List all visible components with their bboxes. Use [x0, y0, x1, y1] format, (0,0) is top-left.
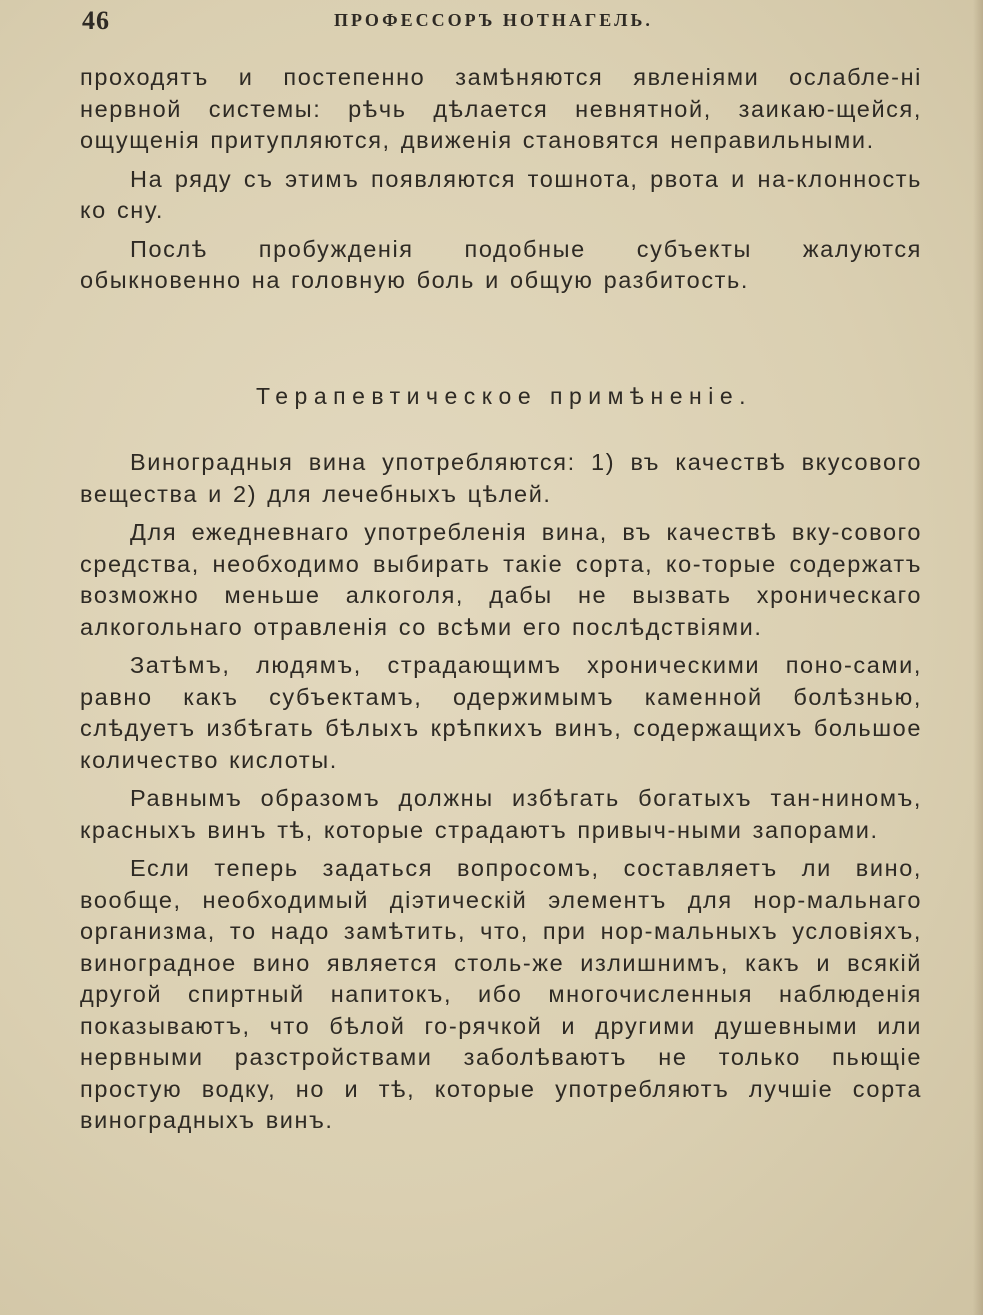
page-number: 46 [82, 6, 110, 35]
paragraph: Равнымъ образомъ должны избѣгать богатыхъ тан-ниномъ, красныхъ винъ тѣ, которые страдаютъ привыч-ными запорами. [80, 785, 922, 843]
paragraph: Если теперь задаться вопросомъ, составляетъ ли вино, вообще, необходимый діэтическій элементъ для нор-мальнаго организма, то надо замѣтить, что, при нор-мальныхъ условіяхъ, виноградное вино является столь-же излишнимъ, какъ и всякій другой спиртный напитокъ, ибо многочисленныя наблюденія показываютъ, что бѣлой го-рячкой и другими душевными или нервными разстройствами заболѣваютъ не только пьющіе простую водку, но и тѣ, которые употребляютъ лучшіе сорта виноградныхъ винъ. [80, 855, 922, 1133]
paragraph-continuation: проходятъ и постепенно замѣняются явленіями ослабле-ні нервной системы: рѣчь дѣлается невнятной, заикаю-щейся, ощущенія притупляются, движенія становятся неправильными. [80, 64, 922, 153]
paragraph: На ряду съ этимъ появляются тошнота, рвота и на-клонность ко сну. [80, 165, 922, 223]
page-edge-shadow [973, 0, 983, 1315]
text-block-top [80, 62, 922, 297]
paragraph: Послѣ пробужденія подобные субъекты жалуются обыкновенно на головную боль и общую разбитость. [80, 235, 922, 293]
paragraph: Для ежедневнаго употребленія вина, въ качествѣ вку-сового средства, необходимо выбирать такіе сорта, ко-торые содержатъ возможно меньше алкоголя, дабы не вызвать хроническаго алкогольнаго отравленія со всѣми его послѣдствіями. [80, 519, 922, 640]
text-block-bottom [80, 447, 922, 1137]
paragraph: Виноградныя вина употребляются: 1) въ качествѣ вкусового вещества и 2) для лечебныхъ цѣлей. [80, 449, 922, 507]
section-heading: Терапевтическое примѣненіе. [255, 383, 753, 409]
running-title: ПРОФЕССОРЪ НОТНАГЕЛЬ. [334, 10, 653, 30]
running-head [0, 6, 983, 34]
paragraph: Затѣмъ, людямъ, страдающимъ хроническими поно-сами, равно какъ субъектамъ, одержимымъ каменной болѣзнью, слѣдуетъ избѣгать бѣлыхъ крѣпкихъ винъ, содержащихъ большое количество кислоты. [80, 652, 922, 773]
